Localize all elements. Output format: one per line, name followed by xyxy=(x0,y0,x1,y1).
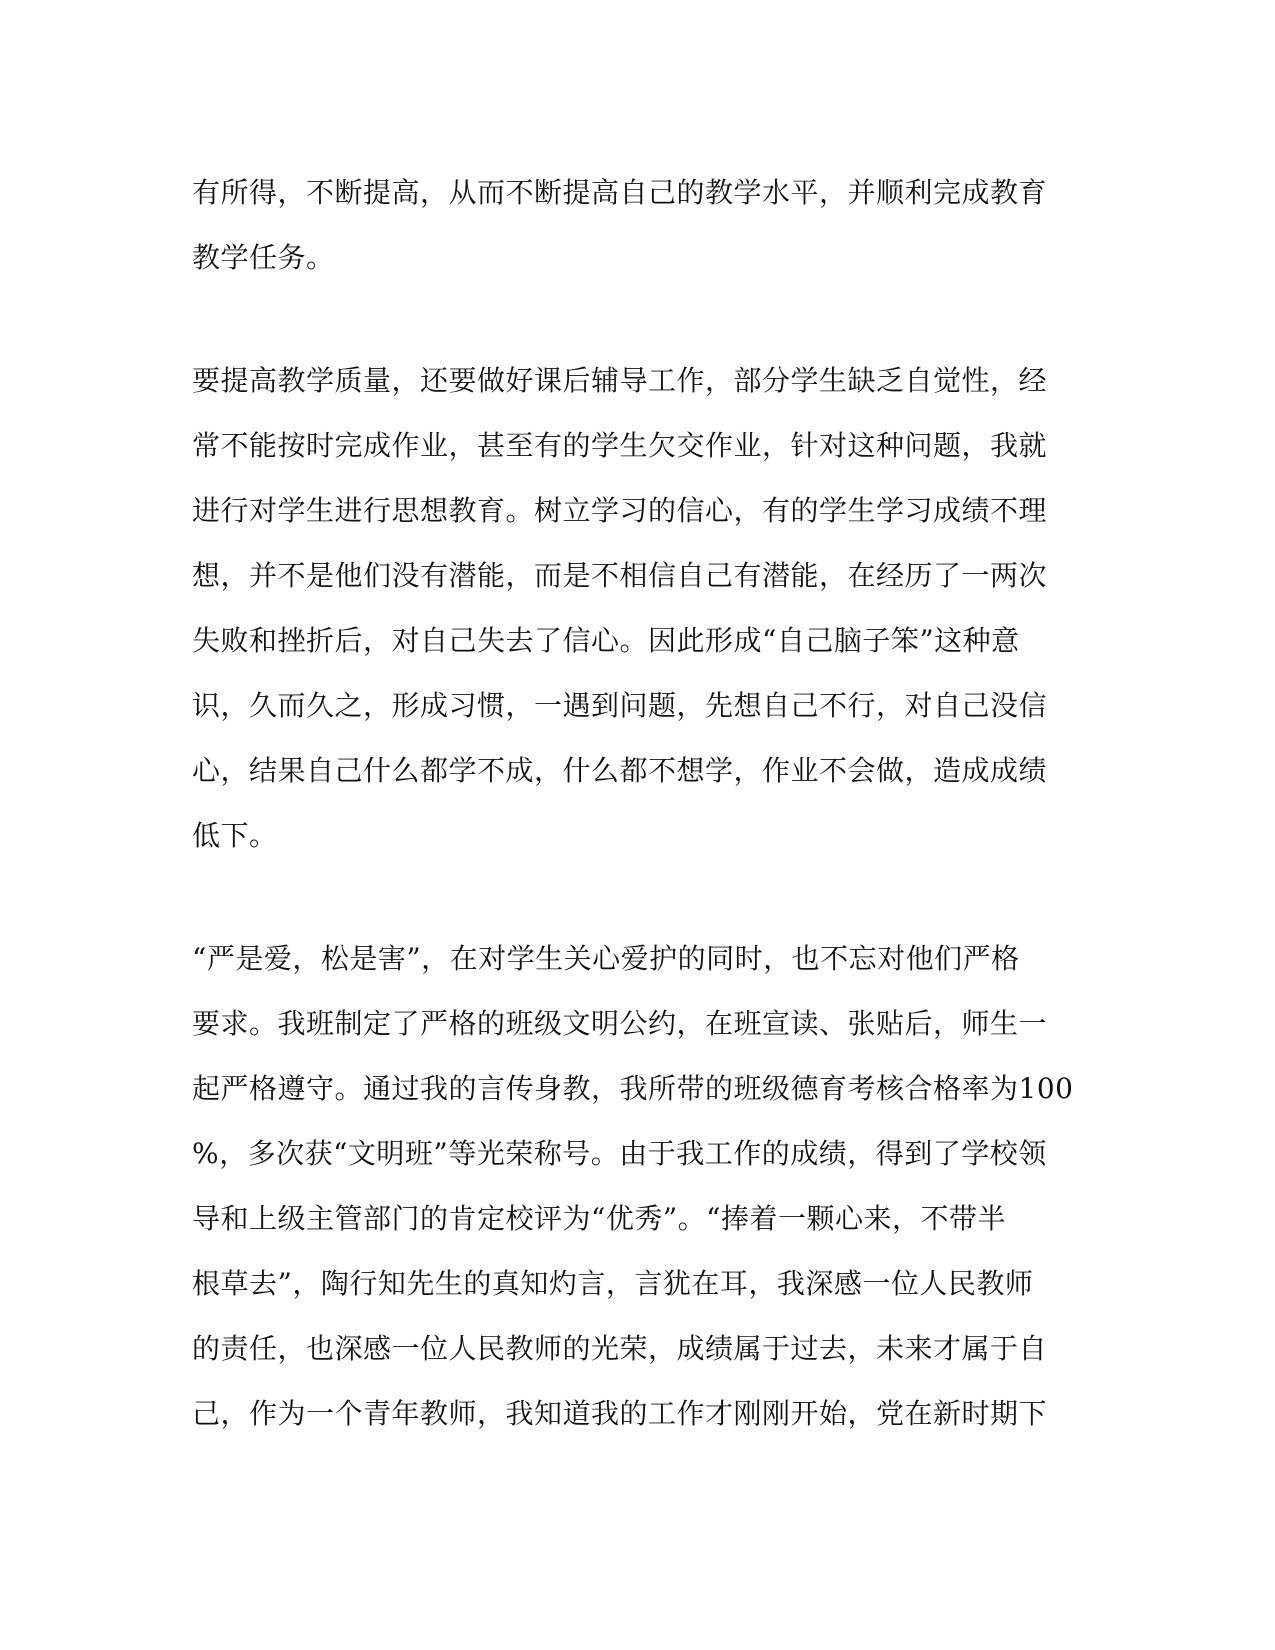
text-line: 教学任务。 xyxy=(192,241,335,274)
paragraph-1 xyxy=(192,160,1092,290)
paragraph-2 xyxy=(192,348,1092,868)
text-line: 要求。我班制定了严格的班级文明公约，在班宣读、张贴后，师生一 xyxy=(192,1007,1048,1040)
text-line: %，多次获“文明班”等光荣称号。由于我工作的成绩，得到了学校领 xyxy=(192,1137,1047,1170)
text-line: 导和上级主管部门的肯定校评为“优秀”。“捧着一颗心来，不带半 xyxy=(192,1202,1006,1235)
text-line: 有所得，不断提高，从而不断提高自己的教学水平，并顺利完成教育 xyxy=(192,176,1048,209)
text-line: 己，作为一个青年教师，我知道我的工作才刚刚开始，党在新时期下 xyxy=(192,1397,1048,1430)
paragraph-3 xyxy=(192,926,1092,1446)
paragraph-gap xyxy=(192,868,1092,926)
text-line: 常不能按时完成作业，甚至有的学生欠交作业，针对这种问题，我就 xyxy=(192,429,1048,462)
text-line: 根草去”，陶行知先生的真知灼言，言犹在耳，我深感一位人民教师 xyxy=(192,1267,1034,1300)
text-line: 要提高教学质量，还要做好课后辅导工作，部分学生缺乏自觉性，经 xyxy=(192,364,1048,397)
text-line: 失败和挫折后，对自己失去了信心。因此形成“自己脑子笨”这种意 xyxy=(192,624,1020,657)
text-line: 进行对学生进行思想教育。树立学习的信心，有的学生学习成绩不理 xyxy=(192,494,1048,527)
text-line: 低下。 xyxy=(192,819,278,852)
text-line: 的责任，也深感一位人民教师的光荣，成绩属于过去，未来才属于自 xyxy=(192,1332,1048,1365)
text-line: “严是爱，松是害”，在对学生关心爱护的同时，也不忘对他们严格 xyxy=(192,942,1020,975)
text-line: 识，久而久之，形成习惯，一遇到问题，先想自己不行，对自己没信 xyxy=(192,689,1048,722)
text-line: 想，并不是他们没有潜能，而是不相信自己有潜能，在经历了一两次 xyxy=(192,559,1048,592)
paragraph-gap xyxy=(192,290,1092,348)
text-line: 心，结果自己什么都学不成，什么都不想学，作业不会做，造成成绩 xyxy=(192,754,1048,787)
text-line: 起严格遵守。通过我的言传身教，我所带的班级德育考核合格率为100 xyxy=(192,1072,1074,1105)
document-body xyxy=(192,160,1092,1446)
